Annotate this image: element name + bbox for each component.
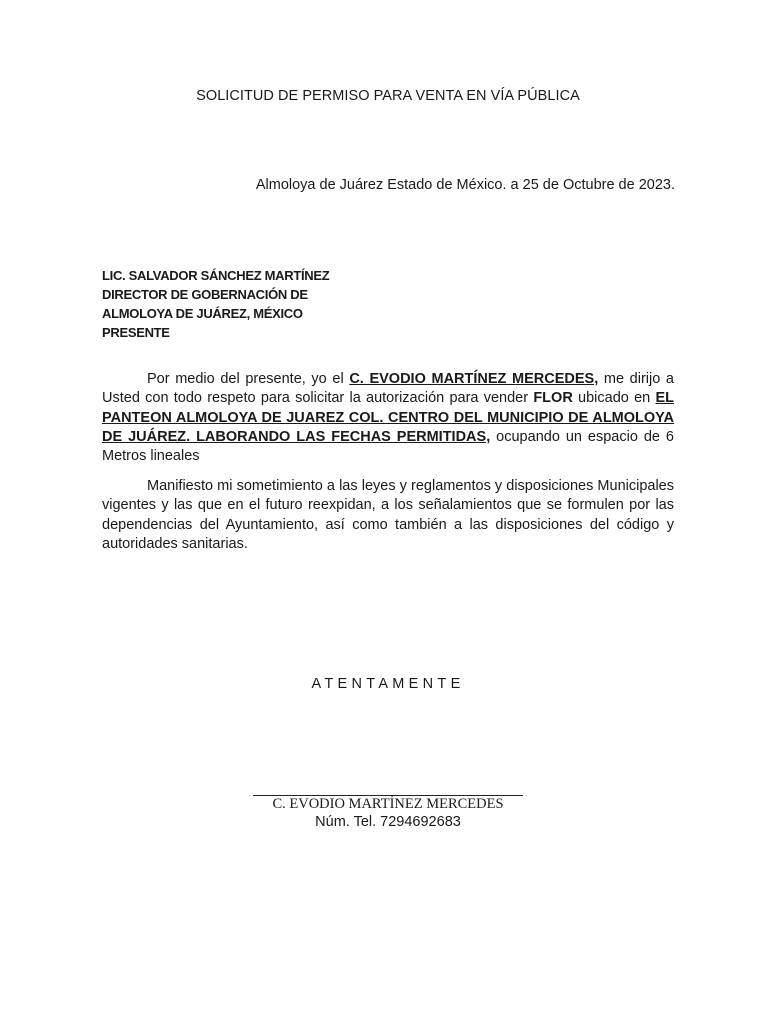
paragraph-text: ubicado en — [572, 390, 656, 407]
request-paragraph — [102, 370, 674, 466]
recipient-name: LIC. SALVADOR SÁNCHEZ MARTÍNEZ — [102, 268, 330, 283]
recipient-block — [102, 266, 329, 342]
compliance-paragraph: Manifiesto mi sometimiento a las leyes y reglamentos y disposiciones Municipales vigentes y las que en el futuro reexpidan, a los señalamientos que se formulen por las dependencias del Ayuntamiento, así como también a las disposiciones del código y autoridades sanitarias. — [102, 478, 674, 552]
paragraph-text: Por medio del presente, yo el — [147, 371, 350, 387]
paragraph-text: ocupando un espacio de 6 Metros lineales — [102, 428, 674, 465]
recipient-position: DIRECTOR DE GOBERNACIÓN DE — [102, 287, 308, 302]
closing-text: ATENTAMENTE — [311, 676, 465, 692]
applicant-name: C. EVODIO MARTÍNEZ MERCEDES, — [349, 371, 599, 387]
signature-name: C. EVODIO MARTÍNEZ MERCEDES — [272, 796, 504, 812]
paragraph-text: me dirijo a Usted con todo respeto para solicitar la autorización para vender — [102, 371, 674, 407]
recipient-presente: PRESENTE — [102, 325, 170, 340]
location-text: EL PANTEON ALMOLOYA DE JUAREZ COL. CENTRO DEL MUNICIPIO DE ALMOLOYA DE JUÁREZ. LABORANDO LAS FECHAS PERMITIDAS, — [102, 390, 674, 445]
document-title: SOLICITUD DE PERMISO PARA VENTA EN VÍA PÚBLICA — [196, 88, 580, 104]
date-line: Almoloya de Juárez Estado de México. a 25 de Octubre de 2023. — [255, 177, 675, 193]
recipient-place: ALMOLOYA DE JUÁREZ, MÉXICO — [102, 306, 303, 321]
product-name: FLOR — [533, 390, 573, 407]
signature-phone: Núm. Tel. 7294692683 — [315, 814, 461, 830]
